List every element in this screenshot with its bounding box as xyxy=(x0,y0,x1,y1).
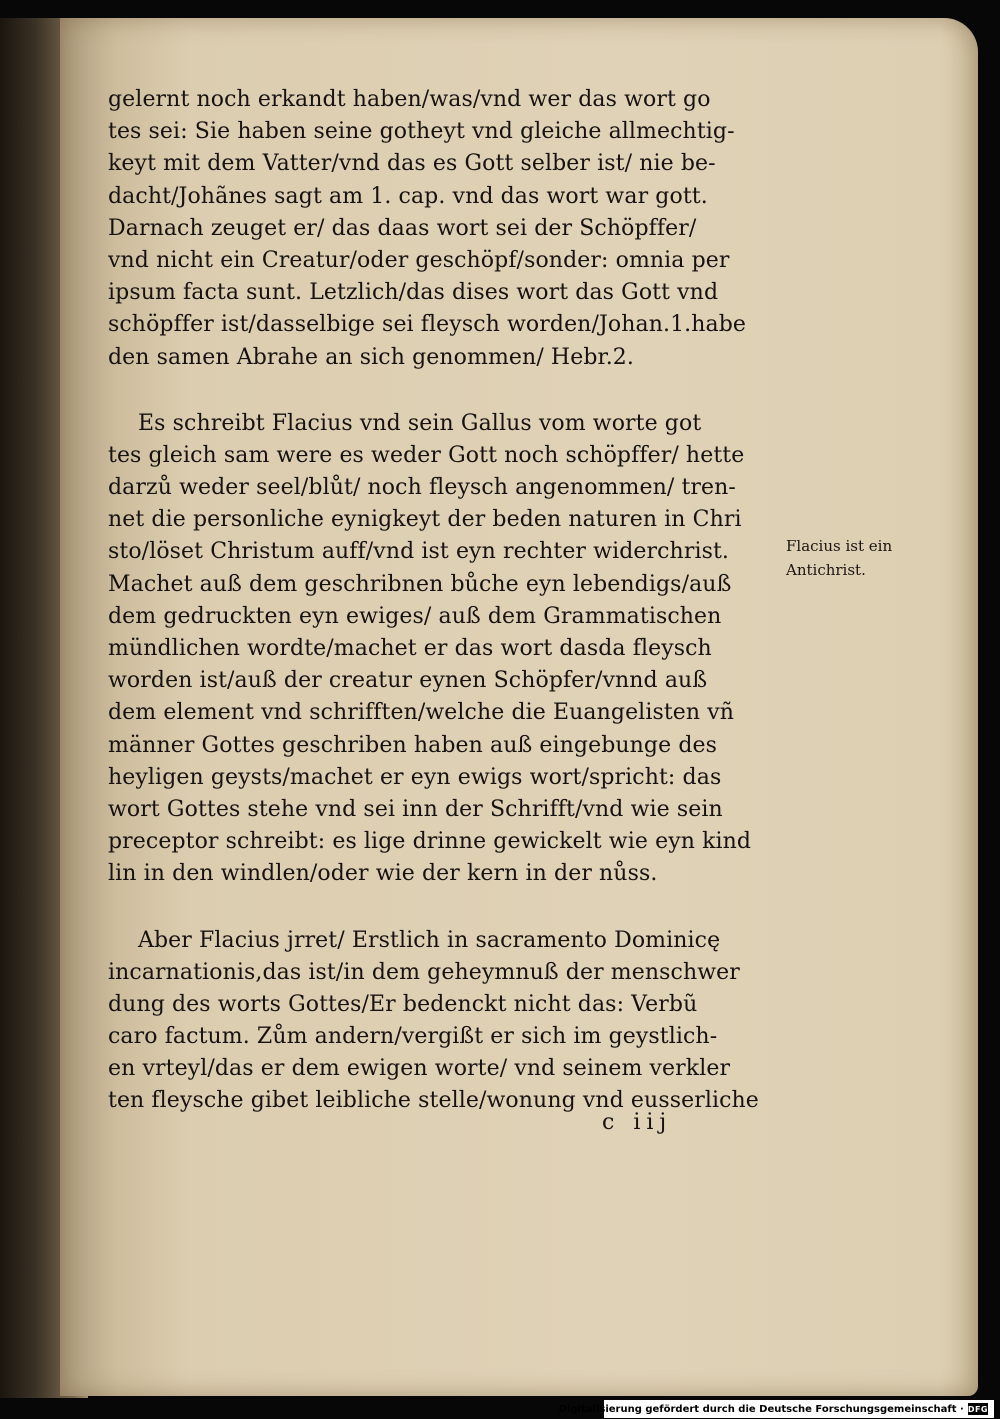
marginal-note xyxy=(786,534,936,582)
text-line: gelernt noch erkandt haben/was/vnd wer das wort go xyxy=(108,87,711,112)
signature-mark: c iij xyxy=(602,1110,673,1135)
footer-text: Digitalisierung gefördert durch die Deutsche Forschungsgemeinschaft · xyxy=(558,1403,964,1415)
text-line: incarnationis,das ist/in dem geheymnuß der menschwer xyxy=(108,959,740,985)
text-line: Darnach zeuget er/ das daas wort sei der Schöpffer/ xyxy=(108,215,697,241)
paragraph-2 xyxy=(108,408,778,891)
text-line: schöpffer ist/dasselbige sei fleysch worden/Johan.1.habe xyxy=(108,312,747,338)
text-line: ipsum facta sunt. Letzlich/das dises wort das Gott vnd xyxy=(108,280,719,306)
text-line: dung des worts Gottes/Er bedenckt nicht das: Verbũ xyxy=(108,991,698,1017)
text-line: mündlichen wordte/machet er das wort dasda fleysch xyxy=(108,636,712,661)
main-text xyxy=(108,84,778,1118)
text-line: Aber Flacius jrret/ Erstlich in sacramento Dominicę xyxy=(138,927,721,953)
text-line: net die personliche eynigkeyt der beden naturen in Chri xyxy=(108,507,742,533)
text-line: dem element vnd schrifften/welche die Euangelisten vñ xyxy=(108,700,735,726)
dfg-logo-icon: DFG xyxy=(967,1404,988,1414)
text-line: den samen Abrahe an sich genommen/ Hebr.2. xyxy=(108,344,634,370)
text-line: darzů weder seel/blůt/ noch fleysch angenommen/ tren- xyxy=(108,475,736,501)
text-line: sto/löset Christum auff/vnd ist eyn rechter widerchrist. xyxy=(108,539,729,565)
text-line: Es schreibt Flacius vnd sein Gallus vom worte got xyxy=(138,410,702,436)
marginal-note-line: Antichrist. xyxy=(786,561,866,579)
text-line: Machet auß dem geschribnen bůche eyn lebendigs/auß xyxy=(108,571,732,597)
text-line: en vrteyl/das er dem ewigen worte/ vnd seinem verkler xyxy=(108,1056,731,1082)
text-line: tes sei: Sie haben seine gotheyt vnd gleiche allmechtig- xyxy=(108,119,735,145)
text-line: worden ist/auß der creatur eynen Schöpfer/vnnd auß xyxy=(108,668,708,694)
text-line: tes gleich sam were es weder Gott noch schöpffer/ hette xyxy=(108,442,745,468)
text-line: caro factum. Zům andern/vergißt er sich im geystlich- xyxy=(108,1024,718,1050)
text-line: lin in den windlen/oder wie der kern in der nůss. xyxy=(108,861,658,887)
text-line: vnd nicht ein Creatur/oder geschöpf/sonder: omnia per xyxy=(108,247,730,273)
text-line: wort Gottes stehe vnd sei inn der Schrifft/vnd wie sein xyxy=(108,796,723,822)
text-line: heyligen geysts/machet er eyn ewigs wort/spricht: das xyxy=(108,764,722,790)
text-line: preceptor schreibt: es lige drinne gewickelt wie eyn kind xyxy=(108,829,752,855)
paragraph-1 xyxy=(108,84,778,374)
text-line: männer Gottes geschriben haben auß eingebunge des xyxy=(108,732,718,758)
text-line: ten fleysche gibet leibliche stelle/wonung vnd eusserliche xyxy=(108,1088,759,1114)
text-line: dacht/Johãnes sagt am 1. cap. vnd das wort war gott. xyxy=(108,183,708,209)
text-line: dem gedruckten eyn ewiges/ auß dem Grammatischen xyxy=(108,603,722,629)
paragraph-3 xyxy=(108,925,778,1118)
text-line: keyt mit dem Vatter/vnd das es Gott selber ist/ nie be- xyxy=(108,151,716,177)
footer-credit xyxy=(558,1400,994,1418)
marginal-note-line: Flacius ist ein xyxy=(786,537,893,555)
